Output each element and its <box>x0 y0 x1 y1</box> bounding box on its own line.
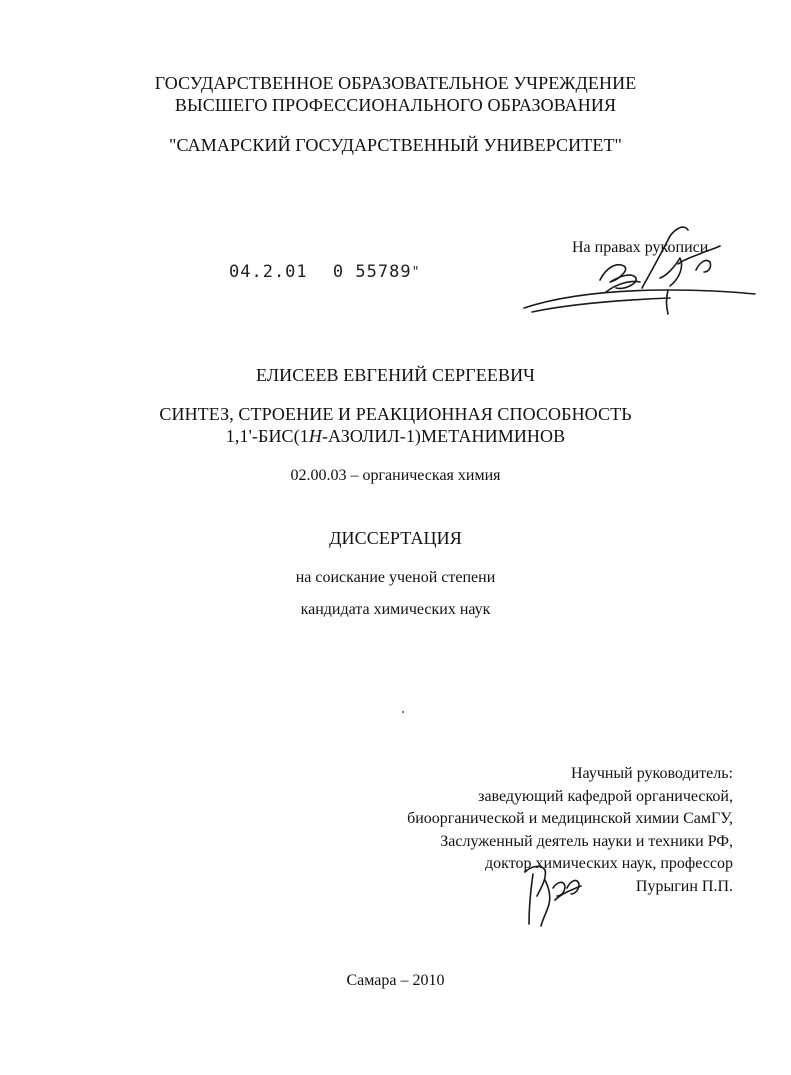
title-line-2-suffix: -АЗОЛИЛ-1)МЕТАНИМИНОВ <box>321 426 566 446</box>
degree-line-1: на соискание ученой степени <box>295 569 496 586</box>
title-line-2-italic: H <box>308 426 322 446</box>
rights-note: На правах рукописи <box>572 239 709 256</box>
title-line-2 <box>0 426 791 447</box>
supervisor-signature <box>515 858 595 933</box>
title-line-1: СИНТЕЗ, СТРОЕНИЕ И РЕАКЦИОННАЯ СПОСОБНОСТЬ <box>159 404 632 424</box>
document-type: ДИССЕРТАЦИЯ <box>329 528 462 548</box>
university-name: "САМАРСКИЙ ГОСУДАРСТВЕННЫЙ УНИВЕРСИТЕТ" <box>169 135 622 155</box>
city-year: Самара – 2010 <box>346 972 445 989</box>
supervisor-line-2: заведующий кафедрой органической, <box>478 787 733 805</box>
supervisor-line-3: биоорганической и медицинской химии СамГУ, <box>407 810 733 827</box>
degree-line-2: кандидата химических наук <box>300 601 491 618</box>
supervisor-line-5: доктор химических наук, профессор <box>485 855 733 872</box>
supervisor-line-1: Научный руководитель: <box>570 765 733 782</box>
specialty: 02.00.03 – органическая химия <box>290 467 501 484</box>
scan-speck <box>402 711 404 713</box>
supervisor-name: Пурыгин П.П. <box>635 877 733 895</box>
supervisor-line-4: Заслуженный деятель науки и техники РФ, <box>440 832 733 850</box>
header-line-1: ГОСУДАРСТВЕННОЕ ОБРАЗОВАТЕЛЬНОЕ УЧРЕЖДЕНИЕ <box>154 73 637 93</box>
author-name: ЕЛИСЕЕВ ЕВГЕНИЙ СЕРГЕЕВИЧ <box>256 365 535 385</box>
inventory-code-b: 0 55789 <box>332 262 412 282</box>
title-line-2-prefix: 1,1'-БИС(1 <box>225 426 309 446</box>
inventory-code-a: 04.2.01 <box>229 262 308 282</box>
header-line-2: ВЫСШЕГО ПРОФЕССИОНАЛЬНОГО ОБРАЗОВАНИЯ <box>174 95 617 115</box>
inventory-number: 04.2.01 0 55789" <box>229 262 421 282</box>
author-signature <box>520 218 760 318</box>
